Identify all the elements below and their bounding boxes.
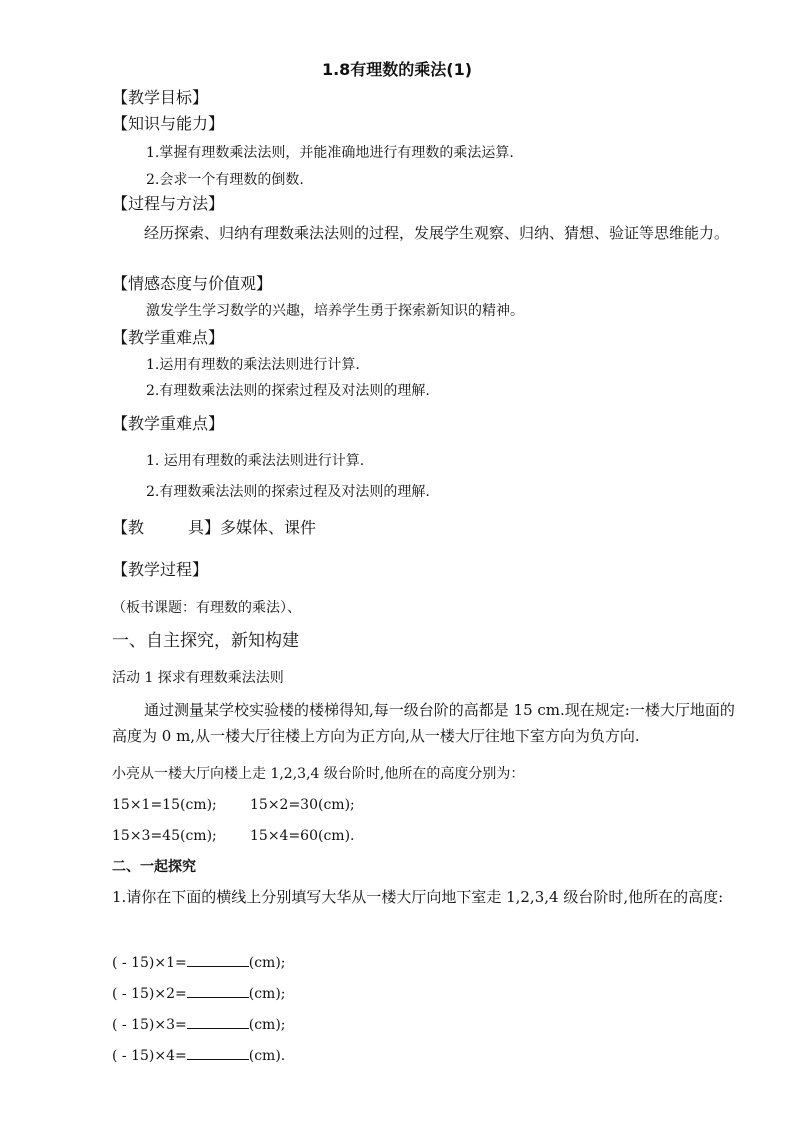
heading-key-points-2: 【教学重难点】 bbox=[112, 414, 225, 433]
answer-blank-4[interactable] bbox=[187, 1047, 249, 1060]
board-title: （板书课题：有理数的乘法）、 bbox=[112, 600, 301, 616]
fill-row-2 bbox=[112, 985, 286, 1001]
fill-row-4-expression: ( - 15)×4= bbox=[112, 1048, 187, 1064]
emotion-paragraph: 激发学生学习数学的兴趣，培养学生勇于探索新知识的精神。 bbox=[146, 303, 524, 319]
calc-row-1-left: 15×1=15(cm); bbox=[112, 797, 217, 813]
page-title: 1.8有理数的乘法(1) bbox=[321, 60, 473, 79]
fill-row-3-unit: (cm); bbox=[248, 1017, 286, 1033]
activity-1-paragraph: 通过测量某学校实验楼的楼梯得知,每一级台阶的高都是 15 cm.现在规定:一楼大厅地面的高度为 0 m,从一楼大厅往楼上方向为正方向,从一楼大厅往地下室方向为负方向. bbox=[112, 701, 735, 745]
fill-row-3-expression: ( - 15)×3= bbox=[112, 1017, 187, 1033]
heading-key-points-1: 【教学重难点】 bbox=[112, 328, 225, 347]
process-paragraph: 经历探索、归纳有理数乘法法则的过程，发展学生观察、归纳、猜想、验证等思维能力。 bbox=[144, 224, 730, 242]
fill-row-4 bbox=[112, 1047, 285, 1063]
heading-objectives: 【教学目标】 bbox=[112, 88, 209, 107]
heading-process: 【过程与方法】 bbox=[112, 194, 225, 213]
fill-row-2-expression: ( - 15)×2= bbox=[112, 986, 187, 1002]
knowledge-item-1: 1.掌握有理数乘法法则，并能准确地进行有理数的乘法运算. bbox=[146, 145, 514, 161]
activity-1-heading: 活动 1 探求有理数乘法法则 bbox=[112, 670, 284, 686]
answer-blank-1[interactable] bbox=[187, 954, 249, 967]
section-1-heading: 一、自主探究，新知构建 bbox=[112, 631, 299, 651]
heading-emotion: 【情感态度与价值观】 bbox=[112, 274, 273, 293]
fill-row-1-unit: (cm); bbox=[248, 955, 286, 971]
heading-tools bbox=[112, 520, 316, 536]
fill-row-1 bbox=[112, 954, 286, 970]
key-point-1-item-2: 2.有理数乘法法则的探索过程及对法则的理解. bbox=[146, 383, 430, 399]
tools-label-right: 具】多媒体、课件 bbox=[188, 518, 317, 537]
key-point-2-item-2: 2.有理数乘法法则的探索过程及对法则的理解. bbox=[146, 484, 430, 500]
section-2-heading: 二、一起探究 bbox=[112, 859, 196, 875]
fill-row-3 bbox=[112, 1016, 286, 1032]
heading-teaching-process: 【教学过程】 bbox=[112, 560, 209, 579]
question-1: 1.请你在下面的横线上分别填写大华从一楼大厅向地下室走 1,2,3,4 级台阶时,他所在的高度: bbox=[112, 888, 724, 906]
fill-row-1-expression: ( - 15)×1= bbox=[112, 955, 187, 971]
answer-blank-3[interactable] bbox=[187, 1016, 249, 1029]
calc-row-2-left: 15×3=45(cm); bbox=[112, 828, 217, 844]
answer-blank-2[interactable] bbox=[187, 985, 249, 998]
xiaoliang-paragraph: 小亮从一楼大厅向楼上走 1,2,3,4 级台阶时,他所在的高度分别为： bbox=[112, 766, 525, 782]
tools-label-left: 【教 bbox=[112, 518, 145, 537]
calc-row-2-right: 15×4=60(cm). bbox=[250, 828, 355, 844]
knowledge-item-2: 2.会求一个有理数的倒数. bbox=[146, 172, 304, 188]
fill-row-4-unit: (cm). bbox=[248, 1048, 286, 1064]
key-point-1-item-1: 1.运用有理数的乘法法则进行计算. bbox=[146, 357, 360, 373]
heading-knowledge: 【知识与能力】 bbox=[112, 114, 225, 133]
calc-row-1-right: 15×2=30(cm); bbox=[250, 797, 355, 813]
fill-row-2-unit: (cm); bbox=[248, 986, 286, 1002]
key-point-2-item-1: 1. 运用有理数的乘法法则进行计算. bbox=[146, 453, 365, 469]
